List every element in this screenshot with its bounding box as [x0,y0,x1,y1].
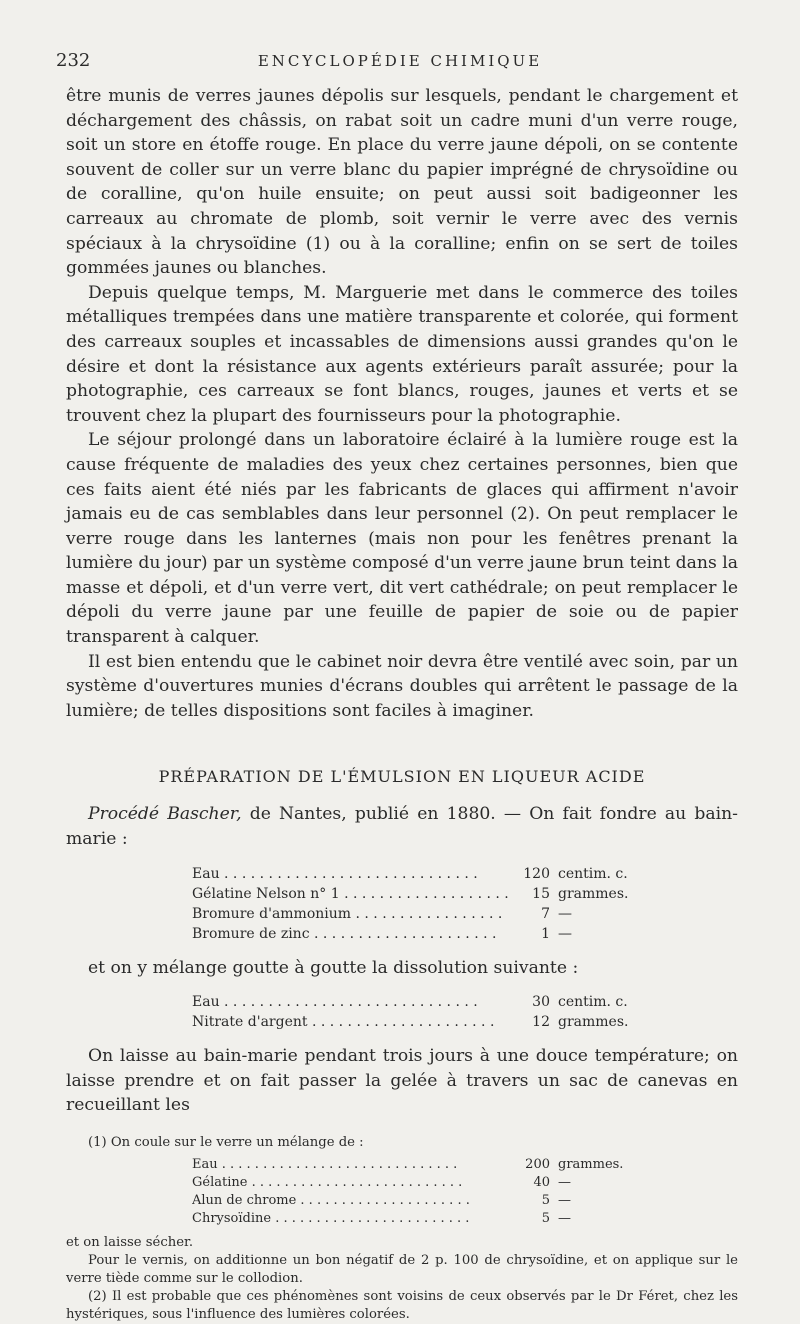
unit: centim. c. [558,994,628,1011]
body-text [66,84,738,1324]
recipe-row [192,1174,662,1192]
section-title: PRÉPARATION DE L'ÉMULSION EN LIQUEUR ACIDE [158,767,646,787]
unit: grammes. [558,885,629,902]
unit: — [558,1175,571,1190]
unit: grammes. [558,1014,629,1031]
unit: — [558,1193,571,1208]
ingredient: Eau . . . . . . . . . . . . . . . . . . . . . . . . . . . . . [192,865,478,882]
quantity: 40 [533,1175,550,1190]
unit: grammes. [558,1157,624,1172]
paragraph: Depuis quelque temps, M. Marguerie met dans le commerce des toiles métalliques trempées dans une matière transparente et colorée, qui forment des carreaux souples et incassables de dimensions aussi grandes qu'on le désire et dont la résistance aux agents extérieurs paraît assurée; pour la photographie, ces carreaux se font blancs, rouges, jaunes et verts et se trouvent chez la plupart des fournisseurs pour la photographie. [66,282,738,426]
ingredient: Gélatine Nelson n° 1 . . . . . . . . . . . . . . . . . . . [192,885,509,902]
quantity: 200 [525,1157,550,1172]
unit: — [558,1211,571,1226]
ingredient: Alun de chrome . . . . . . . . . . . . . . . . . . . . . [192,1193,470,1208]
process-name: Procédé Bascher, [88,804,242,825]
footnote-1-intro: (1) On coule sur le verre un mélange de : [88,1135,364,1150]
quantity: 5 [541,1193,550,1208]
recipe-table-2 [192,992,662,1032]
quantity: 1 [541,925,550,942]
recipe-table-1 [192,864,662,944]
quantity: 7 [541,905,550,922]
paragraph: être munis de verres jaunes dépolis sur lesquels, pendant le chargement et déchargement des châssis, on rabat soit un cadre muni d'un verre rouge, soit un store en étoffe rouge. En place du verre jaune dépoli, on se contente souvent de coller sur un verre blanc du papier imprégné de chrysoïdine ou de coralline, qu'on huile ensuite; on peut aussi soit badigeonner les carreaux au chromate de plomb, soit vernir le verre avec des vernis spéciaux à la chrysoïdine (1) ou à la coralline; enfin on se sert de toiles gommées jaunes ou blanches. [66,86,738,279]
paragraph: On laisse au bain-marie pendant trois jours à une douce température; on laisse prendre et on fait passer la gelée à travers un sac de canevas en recueillant les [66,1046,738,1116]
recipe-row [192,924,662,944]
footnote-recipe [192,1156,662,1228]
recipe-row [192,904,662,924]
ingredient: Nitrate d'argent . . . . . . . . . . . . . . . . . . . . . [192,1014,495,1031]
quantity: 30 [532,994,550,1011]
process-text: de Nantes, publié en 1880. — On fait fondre au bain-marie : [66,804,738,850]
ingredient: Chrysoïdine . . . . . . . . . . . . . . . . . . . . . . . . [192,1211,470,1226]
footnote-2: (2) Il est probable que ces phénomènes sont voisins de ceux observés par le Dr Féret, chez les hystériques, sous l'influence des lumières colorées. [66,1289,738,1322]
unit: centim. c. [558,865,628,882]
recipe-row [192,884,662,904]
page-number: 232 [56,50,91,71]
recipe-row [192,1192,662,1210]
unit: — [558,905,572,922]
ingredient: Bromure d'ammonium . . . . . . . . . . . . . . . . . [192,905,503,922]
ingredient: Eau . . . . . . . . . . . . . . . . . . . . . . . . . . . . . [192,994,478,1011]
recipe-row [192,1012,662,1032]
footnotes [66,1134,738,1324]
footnote-1-after: et on laisse sécher. [66,1235,194,1250]
quantity: 5 [541,1211,550,1226]
unit: — [558,925,572,942]
quantity: 15 [532,885,550,902]
paragraph: et on y mélange goutte à goutte la dissolution suivante : [88,957,579,978]
recipe-row [192,1210,662,1228]
recipe-row [192,992,662,1012]
ingredient: Bromure de zinc . . . . . . . . . . . . . . . . . . . . . [192,925,497,942]
running-head [56,50,744,74]
footnote-1-vernis: Pour le vernis, on additionne un bon négatif de 2 p. 100 de chrysoïdine, et on applique sur le verre tiède comme sur le collodion. [66,1253,738,1286]
paragraph: Le séjour prolongé dans un laboratoire éclairé à la lumière rouge est la cause fréquente de maladies des yeux chez certaines personnes, bien que ces faits aient été niés par les fabricants de glaces qui affirment n'avoir jamais eu de cas semblables dans leur personnel (2). On peut remplacer le verre rouge dans les lanternes (mais non pour les fenêtres prenant la lumière du jour) par un système composé d'un verre jaune brun teint dans la masse et dépoli, et d'un verre vert, dit vert cathédrale; on peut remplacer le dépoli du verre jaune par une feuille de papier de soie ou de papier transparent à calquer. [66,430,738,648]
quantity: 120 [523,865,550,882]
recipe-row [192,864,662,884]
process-paragraph [66,802,738,851]
paragraph: Il est bien entendu que le cabinet noir devra être ventilé avec soin, par un système d'ouvertures munies d'écrans doubles qui arrêtent le passage de la lumière; de telles dispositions sont faciles à imaginer. [66,651,738,721]
ingredient: Eau . . . . . . . . . . . . . . . . . . . . . . . . . . . . . [192,1157,458,1172]
running-title: ENCYCLOPÉDIE CHIMIQUE [257,52,543,70]
ingredient: Gélatine . . . . . . . . . . . . . . . . . . . . . . . . . . [192,1175,463,1190]
recipe-row [192,1156,662,1174]
quantity: 12 [532,1014,550,1031]
